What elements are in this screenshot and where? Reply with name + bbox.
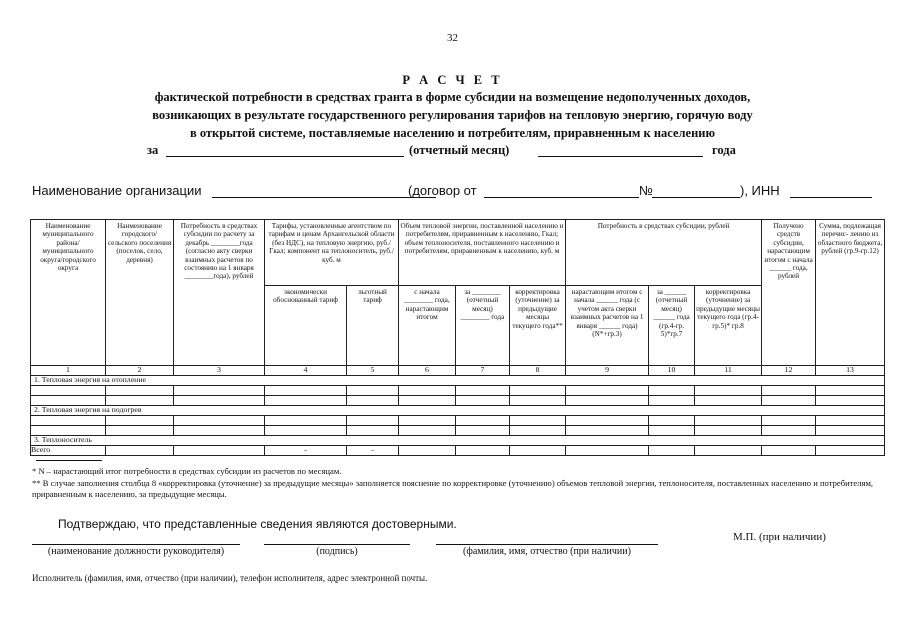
header-december-need: Потребность в средствах субсидии по расчету за декабрь ________года (согласно акту сверки взаимных расчетов по состоянию на 1 января ________года), рублей — [174, 220, 265, 366]
org-name-blank — [212, 197, 436, 198]
table-row — [31, 426, 885, 436]
signature-caption: (подпись) — [316, 546, 358, 557]
column-number: 1 — [31, 366, 106, 376]
contract-label: (договор от — [408, 183, 477, 198]
header-volume: Объем тепловой энергии, поставленной населению и потребителям, приравненным к населению, Гкал; объем теплоносителя, поставленного населению и потребителям, приравненным к населению, куб. м — [399, 220, 566, 286]
column-number: 9 — [566, 366, 649, 376]
column-number: 5 — [347, 366, 399, 376]
position-signature-line — [32, 544, 240, 545]
total-dash: - — [347, 446, 399, 456]
header-volume-cumulative: с начала ________ года, нарастающим итогом — [399, 286, 456, 366]
header-need-correction: корректировка (уточнение) за предыдущие месяцы текущего года (гр.4-гр.5)* гр.8 — [695, 286, 762, 366]
table-row — [31, 416, 885, 426]
header-economic-tariff: экономически обоснованный тариф — [265, 286, 347, 366]
footnote-2: ** В случае заполнения столбца 8 «корректировка (уточнение) за предыдущие месяцы» заполняется пояснение по корректировке (уточнению) объемов тепловой энергии, теплоносителя, поставленных населению и потребителям, приравненным к населению, за предыдущие месяцы. — [32, 478, 874, 499]
header-settlement: Наименование городского/ сельского поселения (поселок, село, деревня) — [106, 220, 174, 366]
contract-date-blank — [484, 197, 639, 198]
header-municipal-district: Наименование муниципального района/ муниципального округа/городского округа — [31, 220, 106, 366]
fio-caption: (фамилия, имя, отчество (при наличии) — [463, 546, 631, 557]
section-row-heat-carrier — [31, 436, 885, 446]
executor-info: Исполнитель (фамилия, имя, отчество (при наличии), телефон исполнителя, адрес электронной почты. — [32, 573, 428, 583]
total-row — [31, 446, 885, 456]
period-za: за — [147, 143, 159, 157]
total-label: Всего — [31, 446, 106, 456]
footnote-separator — [36, 460, 102, 461]
document-title: Р А С Ч Е Т — [402, 73, 503, 87]
column-number: 10 — [649, 366, 695, 376]
section-row-hot-water — [31, 406, 885, 416]
fio-signature-line — [436, 544, 658, 545]
footnote-1: * N – нарастающий итог потребности в средствах субсидии из расчетов по месяцам. — [32, 466, 342, 476]
stamp-place-label: М.П. (при наличии) — [733, 531, 826, 543]
header-received: Получено средств субсидии, нарастающим итогом с начала ______ года, рублей — [762, 220, 816, 366]
confirmation-text: Подтверждаю, что представленные сведения являются достоверными. — [58, 517, 457, 531]
column-number: 11 — [695, 366, 762, 376]
header-volume-correction: корректировка (уточнение) за предыдущие месяцы текущего года** — [510, 286, 566, 366]
header-need-cumulative: нарастающим итогом с начала ______ года (с учетом акта сверки взаимных расчетов на 1 января ______ года) (N*+гр.3) — [566, 286, 649, 366]
section-label-heating: 1. Тепловая энергия на отопление — [31, 376, 885, 386]
contract-number-blank — [652, 197, 740, 198]
header-preferential-tariff: льготный тариф — [347, 286, 399, 366]
header-tariffs: Тарифы, установленные агентством по тарифам и ценам Архангельской области (без НДС), на тепловую энергию, руб./Гкал; компонент на теплоноситель, руб./куб. м — [265, 220, 399, 286]
section-label-heat-carrier: 3. Теплоноситель — [31, 436, 885, 446]
inn-label: ), ИНН — [740, 183, 780, 198]
number-sign: № — [639, 183, 653, 198]
position-caption: (наименование должности руководителя) — [47, 546, 225, 557]
header-to-transfer: Сумма, подлежащая перечис- лению из областного бюджета, рублей (гр.9-гр.12) — [816, 220, 885, 366]
page-number: 32 — [447, 32, 458, 44]
column-number: 13 — [816, 366, 885, 376]
table-row — [31, 386, 885, 396]
header-volume-month: за ________ (отчетный месяц) ________ года — [456, 286, 510, 366]
column-number: 2 — [106, 366, 174, 376]
section-label-hot-water: 2. Тепловая энергия на подогрев — [31, 406, 885, 416]
signature-line — [264, 544, 410, 545]
section-row-heating — [31, 376, 885, 386]
year-blank — [538, 156, 703, 157]
period-blank — [166, 156, 404, 157]
column-number: 6 — [399, 366, 456, 376]
total-dash: - — [265, 446, 347, 456]
table-row — [31, 396, 885, 406]
heading-line-1: фактической потребности в средствах гранта в форме субсидии на возмещение недополученных доходов, — [154, 90, 751, 104]
column-number: 12 — [762, 366, 816, 376]
heading-line-2: возникающих в результате государственного регулирования тарифов на тепловую энергию, горячую воду — [152, 108, 753, 122]
inn-blank — [790, 197, 872, 198]
period-month: (отчетный месяц) — [409, 143, 510, 157]
period-year: года — [712, 143, 736, 157]
calculation-table — [30, 219, 885, 456]
org-name-label: Наименование организации — [32, 183, 202, 198]
column-number: 8 — [510, 366, 566, 376]
column-number: 7 — [456, 366, 510, 376]
column-numbers-row — [31, 366, 885, 376]
column-number: 3 — [174, 366, 265, 376]
header-need-month: за ______ (отчетный месяц) ______ года (гр.4-гр. 5)*гр.7 — [649, 286, 695, 366]
header-subsidy-need: Потребность в средствах субсидии, рублей — [566, 220, 762, 286]
heading-line-3: в открытой системе, поставляемые населению и потребителям, приравненным к населению — [189, 126, 716, 140]
column-number: 4 — [265, 366, 347, 376]
